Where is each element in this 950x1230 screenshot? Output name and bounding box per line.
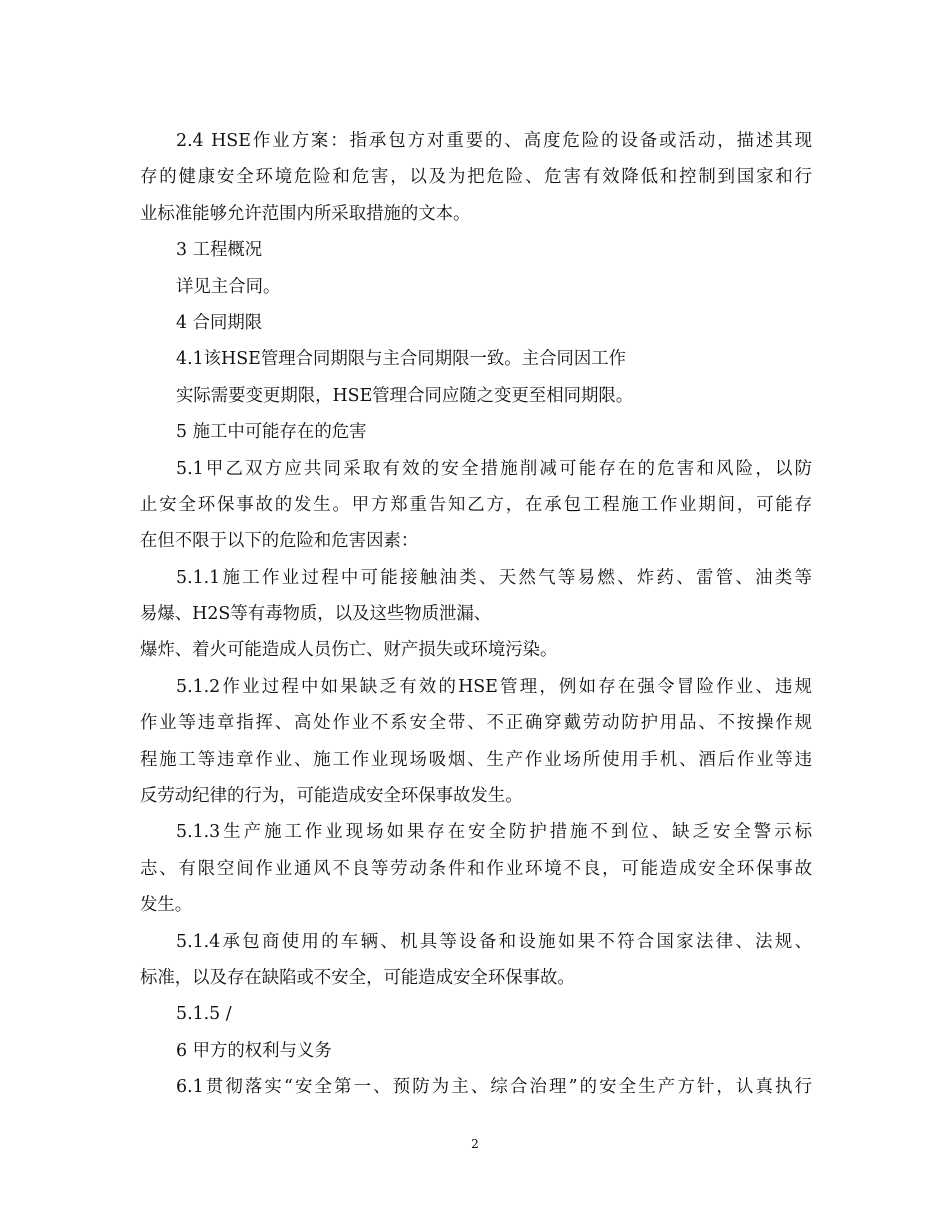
paragraph-line: 止安全环保事故的发生。甲方郑重告知乙方，在承包工程施工作业期间，可能存: [140, 494, 812, 515]
paragraph-line: 程施工等违章作业、施工作业现场吸烟、生产作业场所使用手机、酒后作业等违: [140, 749, 812, 770]
paragraph-line: 存的健康安全环境危险和危害，以及为把危险、危害有效降低和控制到国家和行: [140, 167, 812, 188]
paragraph-line: 5.1.1施工作业过程中可能接触油类、天然气等易燃、炸药、雷管、油类等: [176, 567, 812, 588]
document-body: [140, 123, 812, 1106]
paragraph-line: 6.1贯彻落实“安全第一、预防为主、综合治理”的安全生产方针，认真执行: [176, 1077, 812, 1098]
paragraph-line: 5.1甲乙双方应共同采取有效的安全措施削减可能存在的危害和风险，以防: [176, 458, 812, 479]
paragraph-line: 作业等违章指挥、高处作业不系安全带、不正确穿戴劳动防护用品、不按操作规: [140, 713, 812, 734]
page-number: 2: [471, 1137, 479, 1151]
paragraph-line: 反劳动纪律的行为，可能造成安全环保事故发生。: [140, 786, 523, 807]
paragraph-line: 志、有限空间作业通风不良等劳动条件和作业环境不良，可能造成安全环保事故: [140, 858, 812, 879]
paragraph-line: 5.1.3生产施工作业现场如果存在安全防护措施不到位、缺乏安全警示标: [176, 822, 812, 843]
section-heading: 5 施工中可能存在的危害: [176, 422, 367, 443]
paragraph-line: 5.1.2作业过程中如果缺乏有效的HSE管理，例如存在强令冒险作业、违规: [176, 676, 812, 697]
paragraph-line: 5.1.4承包商使用的车辆、机具等设备和设施如果不符合国家法律、法规、: [176, 931, 812, 952]
paragraph-line: 易爆、H2S等有毒物质，以及这些物质泄漏、: [140, 604, 492, 625]
paragraph-line: 业标准能够允许范围内所采取措施的文本。: [140, 203, 471, 224]
section-heading: 4 合同期限: [176, 312, 263, 333]
paragraph-line: 在但不限于以下的危险和危害因素：: [140, 531, 419, 552]
section-heading: 6 甲方的权利与义务: [176, 1040, 332, 1061]
paragraph-line: 发生。: [140, 895, 193, 916]
paragraph-line: 2.4 HSE作业方案：指承包方对重要的、高度危险的设备或活动，描述其现: [176, 131, 812, 151]
paragraph-line: 4.1该HSE管理合同期限与主合同期限一致。主合同因工作: [176, 349, 627, 370]
paragraph-line: 实际需要变更期限，HSE管理合同应随之变更至相同期限。: [176, 385, 634, 406]
paragraph-line: 5.1.5 /: [176, 1004, 232, 1025]
paragraph-line: 爆炸、着火可能造成人员伤亡、财产损失或环境污染。: [140, 640, 558, 661]
paragraph-line: 详见主合同。: [176, 276, 281, 297]
section-heading: 3 工程概况: [176, 240, 263, 261]
paragraph-line: 标准，以及存在缺陷或不安全，可能造成安全环保事故。: [140, 967, 575, 988]
